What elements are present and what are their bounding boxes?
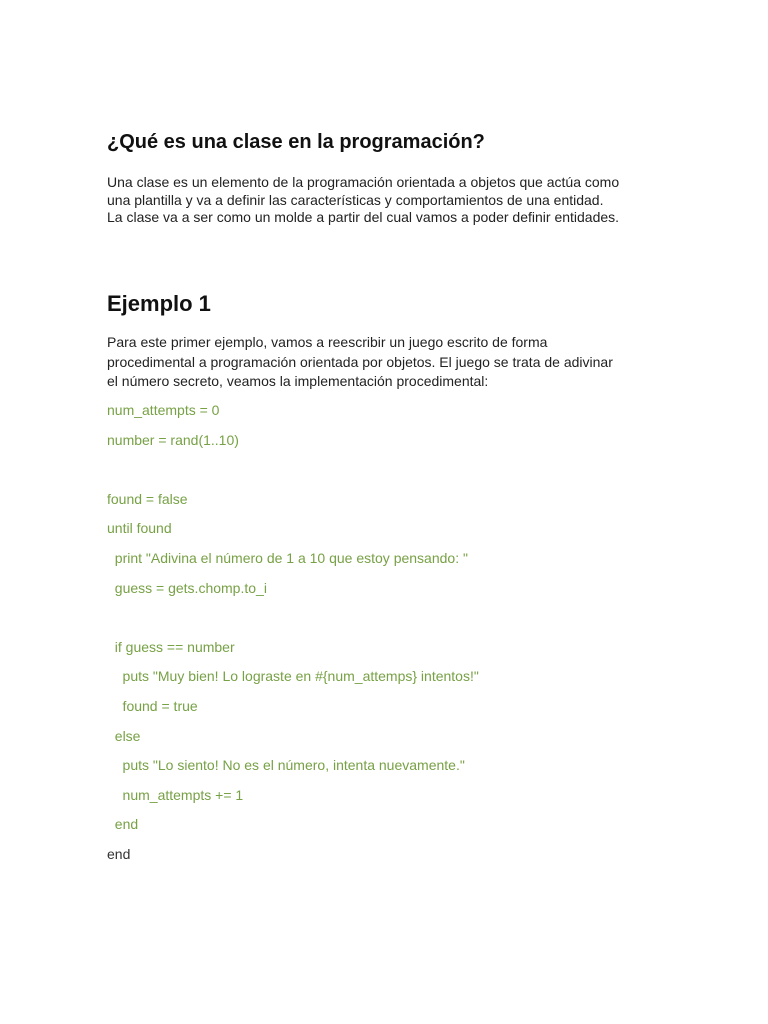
code-line: found = true — [107, 697, 198, 714]
section-heading-ejemplo-1: Ejemplo 1 — [107, 291, 211, 316]
paragraph-line: procedimental a programación orientada por objetos. El juego se trata de adivinar — [107, 353, 613, 370]
code-line: print "Adivina el número de 1 a 10 que estoy pensando: " — [107, 549, 468, 566]
paragraph-line: Una clase es un elemento de la programación orientada a objetos que actúa como — [107, 174, 620, 190]
code-line: puts "Muy bien! Lo lograste en #{num_attemps} intentos!" — [107, 668, 479, 685]
code-line: num_attempts += 1 — [107, 786, 244, 803]
code-line: number = rand(1..10) — [107, 431, 239, 448]
code-line-blank — [107, 455, 707, 485]
section-paragraph-definicion — [107, 174, 707, 227]
code-line: guess = gets.chomp.to_i — [107, 579, 267, 596]
code-line: else — [107, 727, 141, 744]
code-line: end — [107, 845, 131, 862]
paragraph-line: una plantilla y va a definir las características y comportamientos de una entidad. — [107, 191, 604, 208]
code-line: found = false — [107, 490, 188, 507]
code-line: end — [107, 816, 139, 833]
code-line: if guess == number — [107, 638, 235, 655]
paragraph-line: Para este primer ejemplo, vamos a reescribir un juego escrito de forma — [107, 334, 548, 350]
paragraph-line: La clase va a ser como un molde a partir del cual vamos a poder definir entidades. — [107, 209, 620, 225]
paragraph-line: el número secreto, veamos la implementación procedimental: — [107, 373, 489, 389]
code-line-blank — [107, 603, 707, 633]
code-block — [107, 396, 707, 870]
code-line: until found — [107, 520, 172, 537]
code-line: num_attempts = 0 — [107, 402, 220, 418]
code-line: puts "Lo siento! No es el número, intenta nuevamente." — [107, 757, 465, 774]
section-heading-que-es-una-clase: ¿Qué es una clase en la programación? — [107, 131, 485, 153]
section-paragraph-ejemplo — [107, 333, 707, 392]
